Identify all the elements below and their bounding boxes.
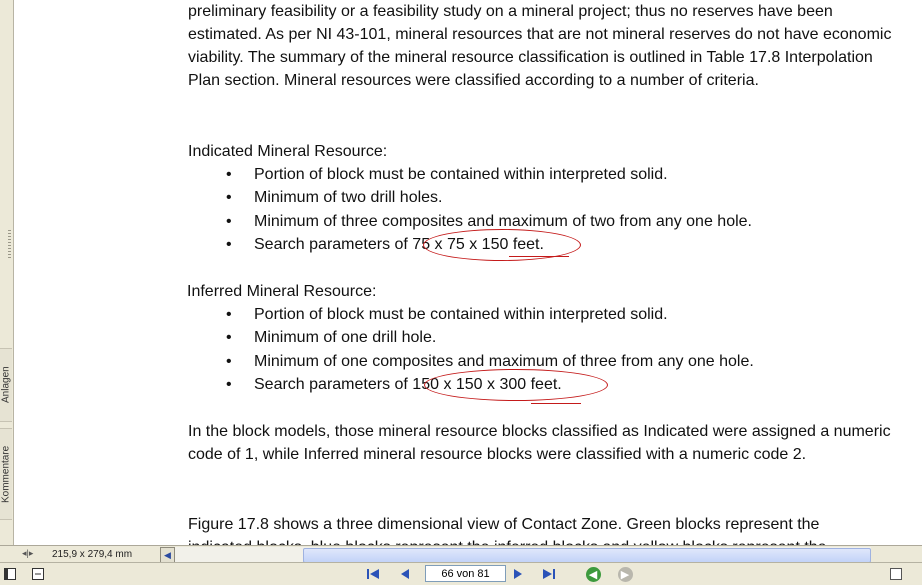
forward-button[interactable] [617, 566, 633, 582]
list-item: • Minimum of three composites and maximum of two from any one hole. [254, 210, 752, 233]
last-page-button[interactable] [541, 566, 557, 582]
horizontal-scrollbar [0, 545, 922, 563]
back-button[interactable] [585, 566, 601, 582]
back-circle-icon: ◀ [586, 567, 601, 582]
panel-toggle-button[interactable] [2, 566, 18, 582]
split-arrows-icon[interactable]: ◂|▸ [22, 548, 34, 558]
page-number-field[interactable] [425, 565, 506, 582]
page-number-text: 66 von 81 [441, 568, 490, 580]
scroll-track[interactable] [175, 547, 871, 562]
last-page-icon [542, 568, 556, 580]
page-layout-icon [32, 568, 44, 580]
tab-attachments[interactable] [0, 348, 12, 422]
list-item: • Minimum of one composites and maximum of three from any one hole. [254, 350, 754, 373]
indicated-heading: Indicated Mineral Resource: [188, 143, 388, 160]
search-prefix: Search parameters of [254, 375, 413, 393]
intro-paragraph: preliminary feasibility or a feasibility study on a mineral project; thus no reserves have been estimated. As per NI 43-101, mineral resources that are not mineral reserves do not have economic viability. The summary of the mineral resource classification is outlined in Table 17.8 Interpolation Plan section. Mineral resources were classified according to a number of criteria. [188, 3, 892, 89]
list-item: • Portion of block must be contained within interpreted solid. [254, 303, 754, 326]
panel-icon [4, 568, 16, 580]
navigation-pane [0, 0, 14, 545]
first-page-icon [366, 568, 380, 580]
chevron-left-icon: ◀ [164, 550, 171, 560]
previous-page-button[interactable] [397, 566, 413, 582]
inferred-heading: Inferred Mineral Resource: [187, 283, 377, 300]
markup-oval[interactable] [424, 369, 608, 401]
page-layout-button[interactable] [30, 566, 46, 582]
markup-underline[interactable] [531, 403, 581, 404]
page-size-readout: 215,9 x 279,4 mm [52, 549, 133, 560]
resize-button[interactable] [888, 566, 904, 582]
next-page-button[interactable] [510, 566, 526, 582]
search-value: 75 x 75 x 150 feet. [412, 235, 544, 253]
previous-page-icon [399, 568, 411, 580]
search-value: 150 x 150 x 300 feet. [412, 375, 562, 393]
tab-comments[interactable] [0, 428, 12, 520]
list-item: • Minimum of one drill hole. [254, 326, 754, 349]
scroll-thumb[interactable] [303, 548, 871, 563]
block-models-paragraph: In the block models, those mineral resource blocks classified as Indicated were assigned a numeric code of 1, while Inferred mineral resource blocks were classified with a numeric code 2. [188, 423, 891, 463]
tab-attachments-label: Anlagen [0, 366, 12, 404]
document-view [14, 0, 922, 545]
list-item: • Portion of block must be contained within interpreted solid. [254, 163, 752, 186]
forward-circle-icon: ▶ [618, 567, 633, 582]
figure-paragraph-line: Figure 17.8 shows a three dimensional view of Contact Zone. Green blocks represent the [188, 516, 820, 533]
tab-comments-label: Kommentare [0, 445, 12, 503]
list-item: • Minimum of two drill holes. [254, 186, 752, 209]
search-prefix: Search parameters of [254, 235, 413, 253]
pane-resize-grip[interactable] [8, 230, 11, 258]
markup-underline[interactable] [509, 256, 569, 257]
first-page-button[interactable] [365, 566, 381, 582]
window-icon [890, 568, 902, 580]
scroll-left-button[interactable] [160, 547, 175, 563]
status-bar [0, 562, 922, 585]
next-page-icon [512, 568, 524, 580]
